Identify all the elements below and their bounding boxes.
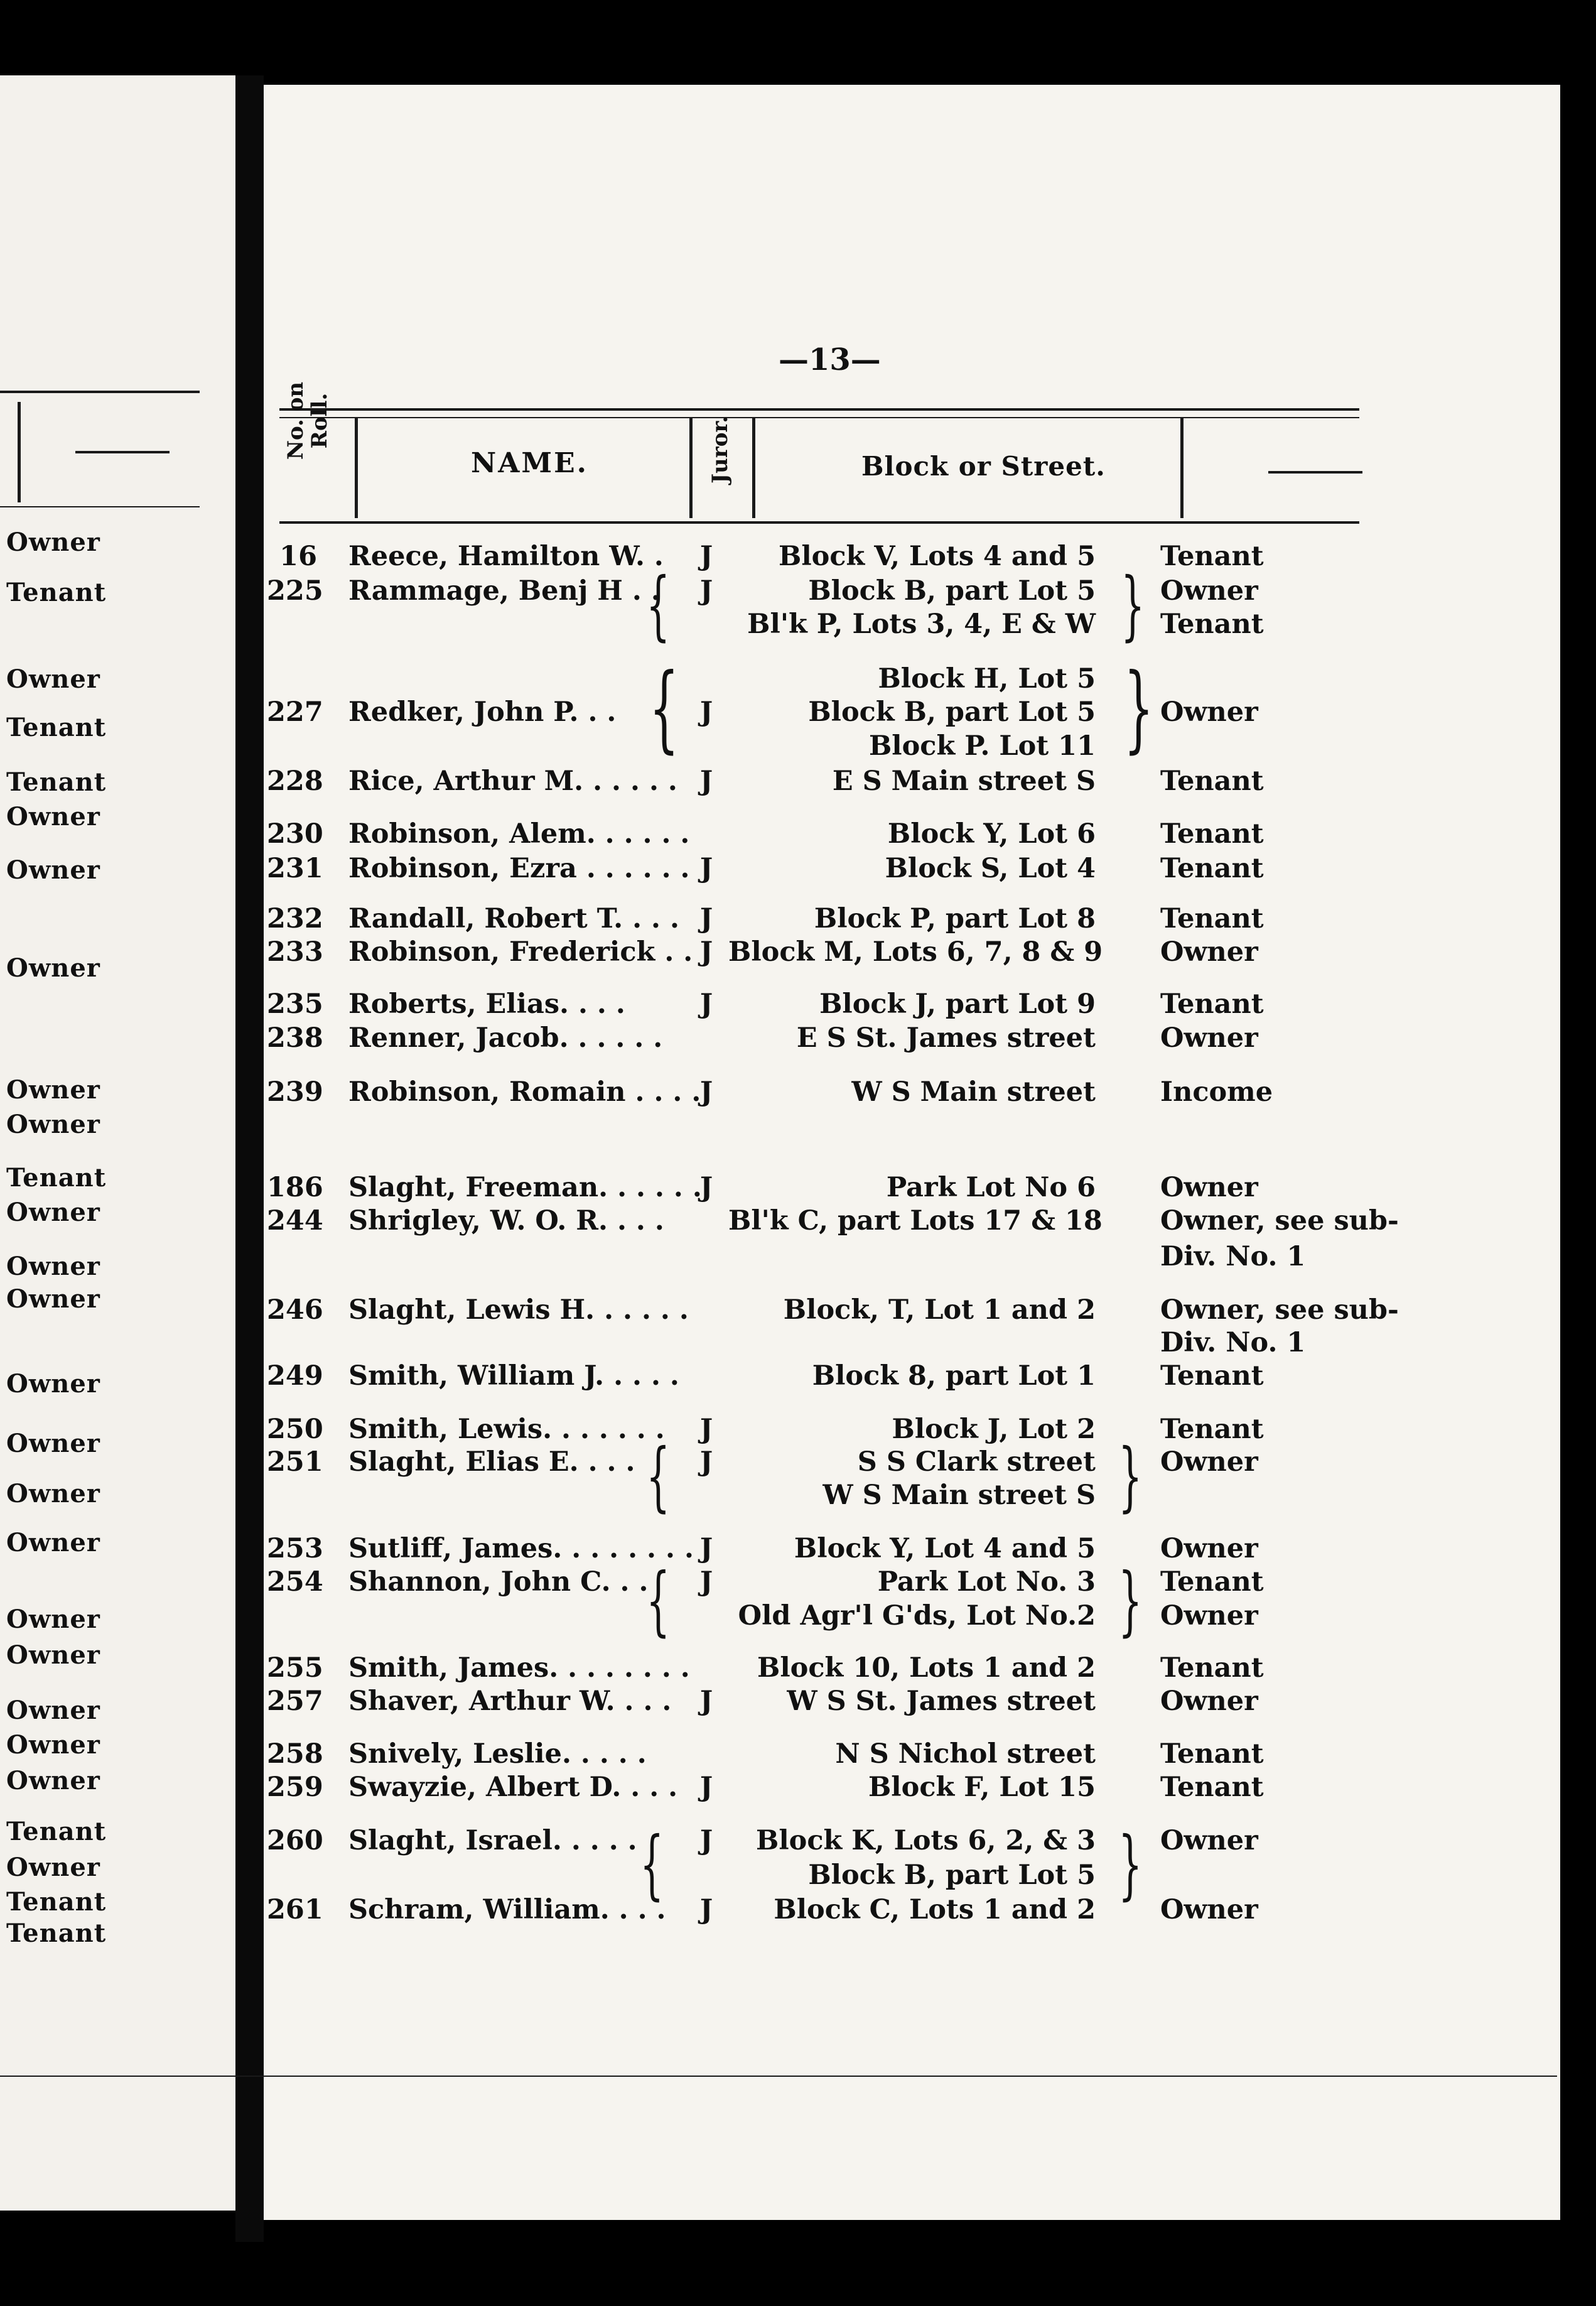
cell-status: Tenant: [1160, 988, 1264, 1020]
left-status-word: Tenant: [6, 1919, 107, 1948]
cell-street: Block B, part Lot 5: [808, 1859, 1096, 1891]
cell-name: Smith, William J. . . . .: [348, 1360, 679, 1392]
cell-status: Div. No. 1: [1160, 1327, 1306, 1358]
cell-street: Block H, Lot 5: [878, 663, 1096, 695]
cell-status: Owner: [1160, 1172, 1258, 1203]
cell-juror: J: [699, 1172, 713, 1203]
cell-juror: J: [699, 903, 713, 934]
left-status-word: Owner: [6, 1110, 100, 1139]
brace-254-right: }: [1118, 1557, 1143, 1645]
cell-roll: 227: [267, 696, 323, 728]
cell-status: Tenant: [1160, 541, 1264, 572]
cell-roll: 233: [267, 936, 323, 968]
cell-name: Shaver, Arthur W. . . .: [348, 1686, 672, 1717]
header-rule-second: [279, 417, 1359, 418]
header-street: Block or Street.: [861, 451, 1106, 482]
left-status-word: Owner: [6, 1528, 100, 1557]
left-status-word: Owner: [6, 1853, 100, 1882]
left-status-word: Owner: [6, 1640, 100, 1670]
cell-status: Owner: [1160, 1022, 1258, 1054]
cell-status: Owner: [1160, 1533, 1258, 1564]
left-status-word: Tenant: [6, 578, 107, 607]
cell-status: Div. No. 1: [1160, 1241, 1306, 1272]
page-bottom-rule: [0, 2076, 1557, 2077]
cell-name: Robinson, Alem. . . . . .: [348, 818, 690, 850]
cell-status: Tenant: [1160, 766, 1264, 797]
cell-juror: J: [699, 1894, 713, 1925]
cell-status: Owner, see sub-: [1160, 1294, 1399, 1326]
left-status-word: Owner: [6, 1730, 100, 1760]
cell-roll: 228: [267, 766, 323, 797]
cell-street: Block S, Lot 4: [885, 853, 1096, 884]
brace-225-right: }: [1121, 562, 1145, 649]
cell-street: Block V, Lots 4 and 5: [778, 541, 1096, 572]
cell-street: Bl'k P, Lots 3, 4, E & W: [747, 609, 1096, 640]
cell-status: Tenant: [1160, 1414, 1264, 1445]
header-divider-roll: [355, 418, 358, 518]
cell-roll: 255: [267, 1652, 323, 1684]
cell-juror: J: [699, 1446, 713, 1478]
left-status-word: Owner: [6, 664, 100, 694]
left-status-word: Owner: [6, 855, 100, 885]
cell-street: Block K, Lots 6, 2, & 3: [755, 1825, 1096, 1856]
header-rule-top: [279, 408, 1359, 411]
cell-juror: J: [699, 1533, 713, 1564]
cell-juror: J: [699, 853, 713, 884]
cell-juror: J: [699, 1825, 713, 1856]
cell-roll: 230: [267, 818, 323, 850]
brace-254-left: {: [646, 1557, 671, 1645]
cell-name: Shrigley, W. O. R. . . .: [348, 1205, 664, 1237]
cell-name: Slaght, Israel. . . . .: [348, 1825, 637, 1856]
cell-name: Roberts, Elias. . . .: [348, 988, 625, 1020]
cell-juror: J: [699, 766, 713, 797]
left-status-word: Owner: [6, 1479, 100, 1508]
left-status-word: Owner: [6, 528, 100, 557]
cell-status: Owner: [1160, 1686, 1258, 1717]
header-divider-juror: [752, 418, 755, 518]
cell-roll: 16: [279, 541, 317, 572]
cell-status: Tenant: [1160, 609, 1264, 640]
cell-status: Owner: [1160, 575, 1258, 607]
cell-street: Block F, Lot 15: [868, 1772, 1096, 1803]
cell-name: Robinson, Ezra . . . . . .: [348, 853, 690, 884]
cell-status: Income: [1160, 1076, 1273, 1108]
cell-name: Robinson, Romain . . . .: [348, 1076, 701, 1108]
cell-name: Reece, Hamilton W. .: [348, 541, 664, 572]
cell-status: Owner: [1160, 936, 1258, 968]
cell-status: Tenant: [1160, 1566, 1264, 1598]
brace-251-left: {: [646, 1433, 671, 1520]
cell-street: S S Clark street: [857, 1446, 1096, 1478]
cell-roll: 231: [267, 853, 323, 884]
cell-roll: 251: [267, 1446, 323, 1478]
cell-name: Renner, Jacob. . . . . .: [348, 1022, 663, 1054]
cell-street: Block P. Lot 11: [868, 730, 1096, 762]
brace-251-right: }: [1118, 1433, 1143, 1520]
cell-street: W S Main street: [851, 1076, 1096, 1108]
cell-status: Owner: [1160, 1825, 1258, 1856]
left-dash: [75, 451, 170, 453]
cell-roll: 244: [267, 1205, 323, 1237]
cell-roll: 246: [267, 1294, 323, 1326]
left-status-word: Tenant: [6, 767, 107, 797]
cell-roll: 258: [267, 1738, 323, 1770]
cell-name: Schram, William. . . .: [348, 1894, 666, 1925]
cell-juror: J: [699, 936, 713, 968]
cell-street: Block Y, Lot 4 and 5: [794, 1533, 1096, 1564]
cell-status: Tenant: [1160, 1360, 1264, 1392]
cell-street: N S Nichol street: [835, 1738, 1096, 1770]
left-status-word: Tenant: [6, 1887, 107, 1917]
left-status-word: Owner: [6, 1252, 100, 1281]
cell-roll: 239: [267, 1076, 323, 1108]
cell-street: Block 8, part Lot 1: [812, 1360, 1096, 1392]
cell-status: Owner: [1160, 1446, 1258, 1478]
cell-street: Block P, part Lot 8: [814, 903, 1096, 934]
cell-street: Park Lot No. 3: [877, 1566, 1096, 1598]
page-gutter: [235, 75, 264, 2242]
cell-name: Randall, Robert T. . . .: [348, 903, 679, 934]
left-status-word: Owner: [6, 1605, 100, 1634]
cell-status: Tenant: [1160, 818, 1264, 850]
cell-juror: J: [699, 575, 713, 607]
header-dash: [1268, 471, 1362, 474]
cell-status: Owner, see sub-: [1160, 1205, 1399, 1237]
cell-street: W S Main street S: [822, 1480, 1096, 1511]
cell-name: Smith, Lewis. . . . . . .: [348, 1414, 665, 1445]
cell-name: Slaght, Elias E. . . .: [348, 1446, 635, 1478]
brace-225-left: {: [646, 562, 671, 649]
cell-roll: 249: [267, 1360, 323, 1392]
left-status-word: Owner: [6, 953, 100, 983]
cell-juror: J: [699, 696, 713, 728]
cell-name: Slaght, Freeman. . . . . .: [348, 1172, 702, 1203]
left-column-divider: [18, 402, 21, 502]
cell-street: Block M, Lots 6, 7, 8 & 9: [728, 936, 1103, 968]
cell-street: Block J, Lot 2: [892, 1414, 1096, 1445]
cell-roll: 254: [267, 1566, 323, 1598]
cell-juror: J: [699, 988, 713, 1020]
left-status-word: Owner: [6, 1369, 100, 1399]
cell-name: Swayzie, Albert D. . . .: [348, 1772, 678, 1803]
header-roll: No. on Roll.: [283, 381, 332, 460]
cell-roll: 253: [267, 1533, 323, 1564]
cell-name: Snively, Leslie. . . . .: [348, 1738, 647, 1770]
cell-name: Robinson, Frederick . .: [348, 936, 693, 968]
cell-name: Rice, Arthur M. . . . . .: [348, 766, 677, 797]
cell-roll: 225: [267, 575, 323, 607]
cell-name: Redker, John P. . .: [348, 696, 617, 728]
cell-street: Block J, part Lot 9: [819, 988, 1096, 1020]
left-rule-top: [0, 391, 200, 393]
cell-street: Block 10, Lots 1 and 2: [757, 1652, 1096, 1684]
left-status-word: Tenant: [6, 1163, 107, 1193]
cell-street: Block C, Lots 1 and 2: [774, 1894, 1096, 1925]
cell-name: Rammage, Benj H . .: [348, 575, 661, 607]
header-rule-bottom: [279, 521, 1359, 524]
page-number: —13—: [779, 342, 881, 377]
cell-name: Smith, James. . . . . . . .: [348, 1652, 690, 1684]
cell-street: Block Y, Lot 6: [887, 818, 1096, 850]
cell-street: Park Lot No 6: [886, 1172, 1096, 1203]
cell-street: Block B, part Lot 5: [808, 575, 1096, 607]
cell-juror: J: [699, 1686, 713, 1717]
left-status-word: Owner: [6, 1696, 100, 1725]
left-status-word: Owner: [6, 802, 100, 831]
cell-roll: 260: [267, 1825, 323, 1856]
left-status-word: Owner: [6, 1429, 100, 1458]
cell-roll: 259: [267, 1772, 323, 1803]
cell-roll: 250: [267, 1414, 323, 1445]
header-name: NAME.: [471, 447, 588, 479]
cell-roll: 186: [267, 1172, 323, 1203]
brace-260-left: {: [640, 1821, 664, 1908]
brace-227-right: }: [1123, 654, 1154, 763]
brace-227-left: {: [649, 654, 679, 763]
cell-name: Sutliff, James. . . . . . . .: [348, 1533, 694, 1564]
cell-roll: 261: [267, 1894, 323, 1925]
brace-260-right: }: [1118, 1821, 1143, 1908]
left-status-word: Owner: [6, 1198, 100, 1227]
header-divider-name: [689, 418, 693, 518]
cell-street: Bl'k C, part Lots 17 & 18: [728, 1205, 1103, 1237]
cell-street: Old Agr'l G'ds, Lot No.2: [738, 1600, 1096, 1632]
header-divider-street: [1180, 418, 1184, 518]
cell-roll: 257: [267, 1686, 323, 1717]
header-juror: Juror.: [708, 415, 733, 484]
left-status-word: Owner: [6, 1766, 100, 1795]
left-status-word: Owner: [6, 1284, 100, 1314]
cell-street: Block B, part Lot 5: [808, 696, 1096, 728]
cell-name: Slaght, Lewis H. . . . . .: [348, 1294, 689, 1326]
cell-roll: 238: [267, 1022, 323, 1054]
cell-status: Owner: [1160, 696, 1258, 728]
cell-roll: 232: [267, 903, 323, 934]
cell-juror: J: [699, 1772, 713, 1803]
cell-juror: J: [699, 1414, 713, 1445]
cell-street: E S Main street S: [832, 766, 1096, 797]
cell-status: Owner: [1160, 1600, 1258, 1632]
cell-status: Owner: [1160, 1894, 1258, 1925]
cell-juror: J: [699, 1076, 713, 1108]
left-status-word: Tenant: [6, 1817, 107, 1846]
left-status-word: Tenant: [6, 713, 107, 742]
cell-status: Tenant: [1160, 1738, 1264, 1770]
left-status-word: Owner: [6, 1075, 100, 1105]
cell-street: Block, T, Lot 1 and 2: [783, 1294, 1096, 1326]
left-rule-bottom: [0, 506, 200, 507]
cell-juror: J: [699, 1566, 713, 1598]
cell-status: Tenant: [1160, 1772, 1264, 1803]
cell-status: Tenant: [1160, 1652, 1264, 1684]
cell-status: Tenant: [1160, 853, 1264, 884]
cell-roll: 235: [267, 988, 323, 1020]
cell-juror: J: [699, 541, 713, 572]
cell-street: E S St. James street: [796, 1022, 1096, 1054]
cell-status: Tenant: [1160, 903, 1264, 934]
cell-name: Shannon, John C. . .: [348, 1566, 649, 1598]
cell-street: W S St. James street: [787, 1686, 1096, 1717]
